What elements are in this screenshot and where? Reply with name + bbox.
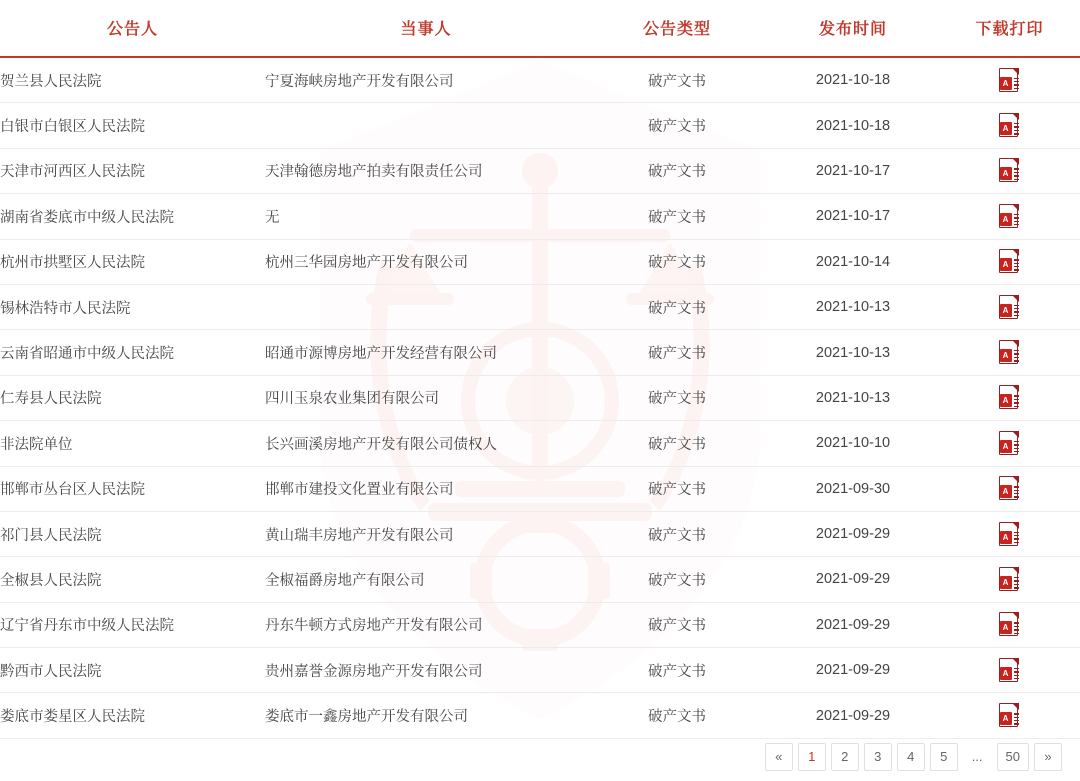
table-row[interactable] [0, 602, 1080, 647]
cell-publisher: 云南省昭通市中级人民法院 [0, 330, 265, 375]
cell-party: 邯郸市建投文化置业有限公司 [265, 466, 587, 511]
cell-announcement-type: 破产文书 [587, 330, 767, 375]
cell-announcement-type: 破产文书 [587, 648, 767, 693]
cell-publish-date: 2021-10-17 [767, 194, 939, 239]
cell-party: 贵州嘉誉金源房地产开发有限公司 [265, 648, 587, 693]
column-header-type: 公告类型 [587, 0, 767, 57]
pdf-icon[interactable]: A [999, 385, 1021, 410]
pdf-icon[interactable]: A [999, 703, 1021, 728]
cell-publisher: 天津市河西区人民法院 [0, 148, 265, 193]
cell-publish-date: 2021-09-29 [767, 602, 939, 647]
cell-publish-date: 2021-09-29 [767, 557, 939, 602]
cell-download[interactable] [939, 648, 1080, 693]
cell-publisher: 非法院单位 [0, 421, 265, 466]
cell-download[interactable] [939, 557, 1080, 602]
column-header-party: 当事人 [265, 0, 587, 57]
cell-publisher: 全椒县人民法院 [0, 557, 265, 602]
column-header-download: 下载打印 [939, 0, 1080, 57]
table-row[interactable] [0, 693, 1080, 738]
table-row[interactable] [0, 421, 1080, 466]
cell-publish-date: 2021-10-14 [767, 239, 939, 284]
table-row[interactable] [0, 375, 1080, 420]
cell-publish-date: 2021-09-29 [767, 511, 939, 556]
cell-download[interactable] [939, 57, 1080, 103]
cell-publish-date: 2021-10-13 [767, 284, 939, 329]
cell-announcement-type: 破产文书 [587, 103, 767, 148]
pdf-icon[interactable]: A [999, 158, 1021, 183]
cell-download[interactable] [939, 330, 1080, 375]
pdf-icon[interactable]: A [999, 340, 1021, 365]
table-row[interactable] [0, 466, 1080, 511]
pdf-icon[interactable]: A [999, 476, 1021, 501]
pagination-prev[interactable]: « [765, 743, 793, 771]
pagination [760, 743, 1062, 771]
cell-publish-date: 2021-09-29 [767, 693, 939, 738]
cell-download[interactable] [939, 284, 1080, 329]
pagination-ellipsis: ... [963, 743, 992, 771]
cell-download[interactable] [939, 194, 1080, 239]
pagination-page-1[interactable]: 1 [798, 743, 826, 771]
cell-publisher: 仁寿县人民法院 [0, 375, 265, 420]
table-row[interactable] [0, 239, 1080, 284]
cell-party: 丹东牛顿方式房地产开发有限公司 [265, 602, 587, 647]
cell-publish-date: 2021-09-30 [767, 466, 939, 511]
cell-announcement-type: 破产文书 [587, 57, 767, 103]
cell-download[interactable] [939, 239, 1080, 284]
cell-publisher: 贺兰县人民法院 [0, 57, 265, 103]
cell-publisher: 祁门县人民法院 [0, 511, 265, 556]
cell-party [265, 103, 587, 148]
pagination-page-5[interactable]: 5 [930, 743, 958, 771]
cell-download[interactable] [939, 421, 1080, 466]
cell-download[interactable] [939, 375, 1080, 420]
table-row[interactable] [0, 194, 1080, 239]
cell-announcement-type: 破产文书 [587, 284, 767, 329]
cell-party: 无 [265, 194, 587, 239]
cell-publisher: 辽宁省丹东市中级人民法院 [0, 602, 265, 647]
cell-publisher: 黔西市人民法院 [0, 648, 265, 693]
cell-download[interactable] [939, 511, 1080, 556]
cell-announcement-type: 破产文书 [587, 194, 767, 239]
pdf-icon[interactable]: A [999, 113, 1021, 138]
cell-party: 娄底市一鑫房地产开发有限公司 [265, 693, 587, 738]
table-row[interactable] [0, 648, 1080, 693]
cell-publisher: 白银市白银区人民法院 [0, 103, 265, 148]
table-row[interactable] [0, 57, 1080, 103]
table-body [0, 57, 1080, 738]
column-header-date: 发布时间 [767, 0, 939, 57]
cell-publish-date: 2021-10-13 [767, 330, 939, 375]
cell-download[interactable] [939, 693, 1080, 738]
cell-publisher: 杭州市拱墅区人民法院 [0, 239, 265, 284]
cell-publisher: 邯郸市丛台区人民法院 [0, 466, 265, 511]
cell-party: 全椒福爵房地产有限公司 [265, 557, 587, 602]
cell-announcement-type: 破产文书 [587, 148, 767, 193]
cell-publish-date: 2021-10-17 [767, 148, 939, 193]
pagination-page-4[interactable]: 4 [897, 743, 925, 771]
pdf-icon[interactable]: A [999, 658, 1021, 683]
cell-announcement-type: 破产文书 [587, 239, 767, 284]
cell-download[interactable] [939, 602, 1080, 647]
pdf-icon[interactable]: A [999, 204, 1021, 229]
cell-party: 天津翰德房地产拍卖有限责任公司 [265, 148, 587, 193]
table-row[interactable] [0, 103, 1080, 148]
cell-party: 杭州三华园房地产开发有限公司 [265, 239, 587, 284]
cell-announcement-type: 破产文书 [587, 466, 767, 511]
cell-publisher: 锡林浩特市人民法院 [0, 284, 265, 329]
cell-announcement-type: 破产文书 [587, 511, 767, 556]
cell-announcement-type: 破产文书 [587, 693, 767, 738]
pdf-icon[interactable]: A [999, 431, 1021, 456]
table-row[interactable] [0, 557, 1080, 602]
pdf-icon[interactable]: A [999, 612, 1021, 637]
pagination-page-last[interactable]: 50 [997, 743, 1029, 771]
table-header-row [0, 0, 1080, 57]
cell-announcement-type: 破产文书 [587, 602, 767, 647]
pagination-next[interactable]: » [1034, 743, 1062, 771]
cell-download[interactable] [939, 103, 1080, 148]
pdf-icon[interactable]: A [999, 295, 1021, 320]
cell-party: 黄山瑞丰房地产开发有限公司 [265, 511, 587, 556]
cell-publish-date: 2021-09-29 [767, 648, 939, 693]
cell-party: 四川玉泉农业集团有限公司 [265, 375, 587, 420]
pdf-icon[interactable]: A [999, 522, 1021, 547]
table-row[interactable] [0, 330, 1080, 375]
cell-announcement-type: 破产文书 [587, 375, 767, 420]
pdf-icon[interactable]: A [999, 68, 1021, 93]
pagination-page-2[interactable]: 2 [831, 743, 859, 771]
cell-party: 昭通市源博房地产开发经营有限公司 [265, 330, 587, 375]
cell-announcement-type: 破产文书 [587, 557, 767, 602]
table-row[interactable] [0, 511, 1080, 556]
pdf-icon[interactable]: A [999, 567, 1021, 592]
cell-publish-date: 2021-10-10 [767, 421, 939, 466]
cell-party: 宁夏海峡房地产开发有限公司 [265, 57, 587, 103]
cell-download[interactable] [939, 148, 1080, 193]
cell-announcement-type: 破产文书 [587, 421, 767, 466]
cell-publish-date: 2021-10-13 [767, 375, 939, 420]
cell-publisher: 娄底市娄星区人民法院 [0, 693, 265, 738]
table-header [0, 0, 1080, 57]
cell-publisher: 湖南省娄底市中级人民法院 [0, 194, 265, 239]
cell-publish-date: 2021-10-18 [767, 57, 939, 103]
cell-party: 长兴画溪房地产开发有限公司债权人 [265, 421, 587, 466]
pdf-icon[interactable]: A [999, 249, 1021, 274]
table-row[interactable] [0, 284, 1080, 329]
cell-download[interactable] [939, 466, 1080, 511]
pagination-page-3[interactable]: 3 [864, 743, 892, 771]
cell-publish-date: 2021-10-18 [767, 103, 939, 148]
column-header-publisher: 公告人 [0, 0, 265, 57]
cell-party [265, 284, 587, 329]
table-row[interactable] [0, 148, 1080, 193]
